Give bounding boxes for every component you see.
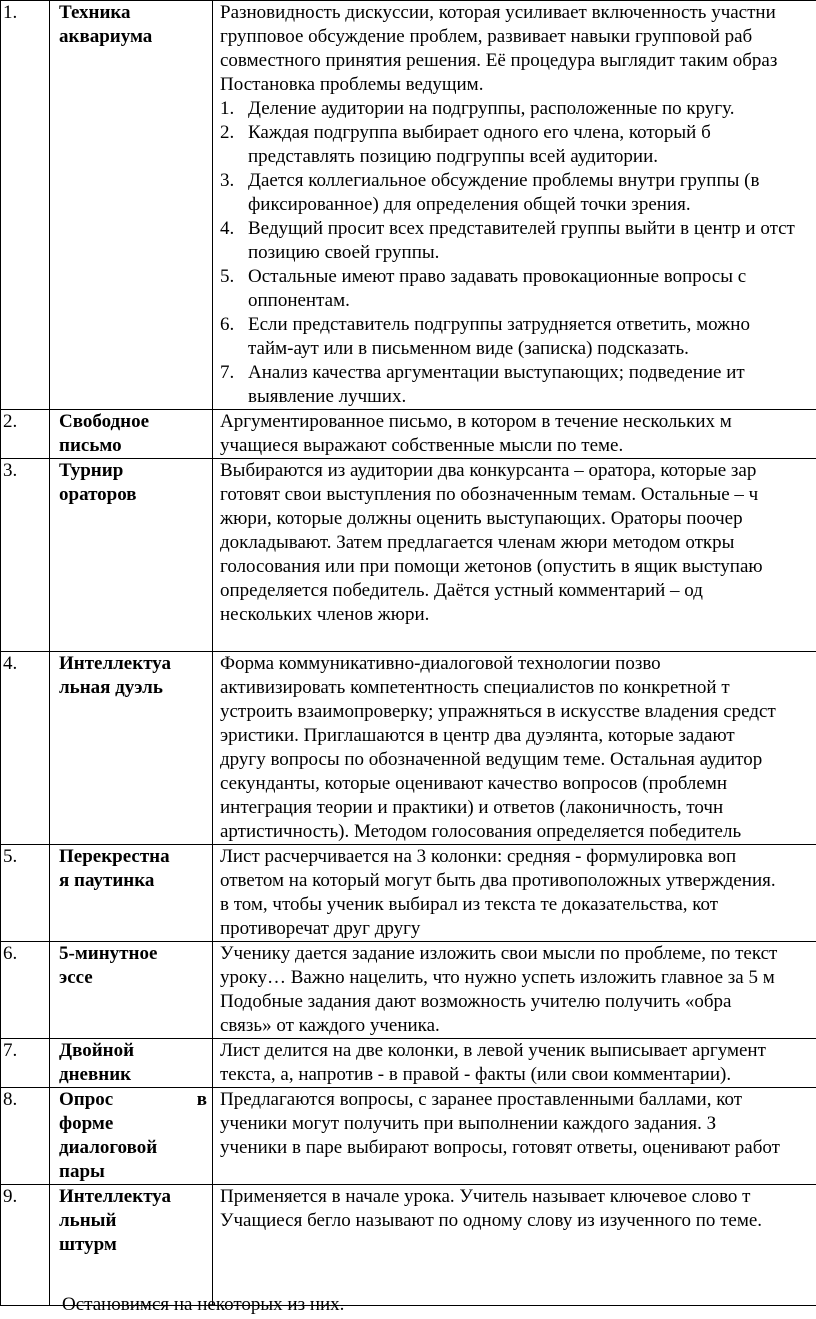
closing-sentence: Остановимся на некоторых из них. — [62, 1294, 345, 1315]
description-line: совместного принятия решения. Её процедура выглядит таким образ — [220, 50, 778, 71]
description-line: Лист расчерчивается на 3 колонки: средняя - формулировка воп — [220, 846, 737, 867]
step-number: 4. — [220, 218, 235, 239]
description-line: артистичность). Методом голосования определяется победитель — [220, 821, 742, 842]
technique-description — [213, 459, 816, 652]
step-text-line: Остальные имеют право задавать провокационные вопросы с — [248, 266, 747, 287]
step-number: 3. — [220, 170, 235, 191]
description-line: связь» от каждого ученика. — [220, 1015, 440, 1036]
description-line: Разновидность дискуссии, которая усиливает включенность участни — [220, 2, 776, 23]
technique-name-line: льная дуэль — [59, 677, 163, 698]
technique-name-line: Двойной — [59, 1040, 135, 1061]
description-line: нескольких членов жюри. — [220, 604, 430, 625]
table-row — [1, 410, 816, 459]
technique-description — [213, 1185, 816, 1306]
row-number: 2. — [1, 410, 50, 459]
description-line: эристики. Приглашаются в центр два дуэлянта, которые задают — [220, 725, 735, 746]
technique-name-line: Турнир — [59, 460, 124, 481]
technique-name — [50, 1088, 213, 1185]
technique-description — [213, 942, 816, 1039]
technique-name — [50, 410, 213, 459]
table-row — [1, 459, 816, 652]
procedure-steps — [220, 97, 816, 409]
description-line: определяется победитель. Даётся устный комментарий – од — [220, 580, 703, 601]
description-line: противоречат друг другу — [220, 918, 421, 939]
row-number: 8. — [1, 1088, 50, 1185]
description-line: групповое обсуждение проблем, развивает навыки групповой раб — [220, 26, 753, 47]
description-line: готовят свои выступления по обозначенным темам. Остальные – ч — [220, 484, 759, 505]
description-line: голосования или при помощи жетонов (опустить в ящик выступаю — [220, 556, 763, 577]
procedure-step — [220, 217, 816, 265]
procedure-step — [220, 361, 816, 409]
step-text-line: Если представитель подгруппы затрудняется ответить, можно — [248, 314, 750, 335]
technique-name-line: Интеллектуа — [59, 653, 172, 674]
description-line: Подобные задания дают возможность учителю получить «обра — [220, 991, 732, 1012]
technique-name-line: 5-минутное — [59, 943, 158, 964]
technique-name-line: я паутинка — [59, 870, 155, 891]
row-number: 7. — [1, 1039, 50, 1088]
technique-description — [213, 1039, 816, 1088]
technique-description — [213, 410, 816, 459]
technique-name — [50, 942, 213, 1039]
technique-name-line: письмо — [59, 435, 122, 456]
technique-name — [50, 1, 213, 410]
procedure-step — [220, 265, 816, 313]
step-text-line: Ведущий просит всех представителей группы выйти в центр и отст — [248, 218, 795, 239]
step-text-line: Дается коллегиальное обсуждение проблемы внутри группы (в — [248, 170, 760, 191]
description-line: докладывают. Затем предлагается членам жюри методом откры — [220, 532, 735, 553]
description-line: учащиеся выражают собственные мысли по теме. — [220, 435, 624, 456]
table-row — [1, 1185, 816, 1306]
description-line: Выбираются из аудитории два конкурсанта – оратора, которые зар — [220, 460, 757, 481]
description-line: Ученику дается задание изложить свои мысли по проблеме, по текст — [220, 943, 778, 964]
technique-name-line: аквариума — [59, 26, 153, 47]
step-number: 6. — [220, 314, 235, 335]
technique-name-line: Опрос в — [59, 1089, 207, 1110]
description-line: Аргументированное письмо, в котором в течение нескольких м — [220, 411, 732, 432]
step-number: 5. — [220, 266, 235, 287]
technique-name-line: ораторов — [59, 484, 137, 505]
technique-name-line: форме — [59, 1113, 114, 1134]
technique-name-line: Перекрестна — [59, 846, 170, 867]
description-line: секунданты, которые оценивают качество вопросов (проблемн — [220, 773, 728, 794]
step-text-line: оппонентам. — [248, 290, 350, 311]
table-row — [1, 1039, 816, 1088]
table-row — [1, 1088, 816, 1185]
row-number: 3. — [1, 459, 50, 652]
technique-name-line: Техника — [59, 2, 131, 23]
technique-description — [213, 845, 816, 942]
description-line: другу вопросы по обозначенной ведущим теме. Остальная аудитор — [220, 749, 763, 770]
table-row — [1, 942, 816, 1039]
step-number: 7. — [220, 362, 235, 383]
row-number: 1. — [1, 1, 50, 410]
description-line: ученики могут получить при выполнении каждого задания. З — [220, 1113, 717, 1134]
description-line: ответом на который могут быть два противоположных утверждения. — [220, 870, 776, 891]
table-row — [1, 845, 816, 942]
technique-name-line: Интеллектуа — [59, 1186, 172, 1207]
technique-name-line: Свободное — [59, 411, 150, 432]
step-text-line: Анализ качества аргументации выступающих; подведение ит — [248, 362, 745, 383]
technique-name — [50, 459, 213, 652]
technique-name-line: дневник — [59, 1064, 132, 1085]
step-text-line: Каждая подгруппа выбирает одного его члена, который б — [248, 122, 711, 143]
procedure-step — [220, 169, 816, 217]
procedure-step — [220, 121, 816, 169]
description-line: жюри, которые должны оценить выступающих. Ораторы поочер — [220, 508, 743, 529]
step-text-line: Деление аудитории на подгруппы, расположенные по кругу. — [248, 98, 735, 119]
description-line: текста, а, напротив - в правой - факты (или свои комментарии). — [220, 1064, 732, 1085]
description-line: интеграция теории и практики) и ответов (лаконичность, точн — [220, 797, 724, 818]
technique-name-line: штурм — [59, 1234, 117, 1255]
description-line: Лист делится на две колонки, в левой ученик выписывает аргумент — [220, 1040, 766, 1061]
step-text-line: тайм-аут или в письменном виде (записка) подсказать. — [248, 338, 689, 359]
technique-name — [50, 1185, 213, 1306]
procedure-step — [220, 97, 816, 121]
description-line: Постановка проблемы ведущим. — [220, 74, 484, 95]
description-line: в том, чтобы ученик выбирал из текста те доказательства, кот — [220, 894, 719, 915]
row-number: 6. — [1, 942, 50, 1039]
description-line: ученики в паре выбирают вопросы, готовят ответы, оценивают работ — [220, 1137, 780, 1158]
row-number: 9. — [1, 1185, 50, 1306]
description-line: уроку… Важно нацелить, что нужно успеть изложить главное за 5 м — [220, 967, 775, 988]
description-line: Предлагаются вопросы, с заранее проставленными баллами, кот — [220, 1089, 743, 1110]
description-line: Учащиеся бегло называют по одному слову из изученного по теме. — [220, 1210, 763, 1231]
step-number: 1. — [220, 98, 235, 119]
table-row — [1, 652, 816, 845]
step-number: 2. — [220, 122, 235, 143]
step-text-line: выявление лучших. — [248, 386, 407, 407]
procedure-step — [220, 313, 816, 361]
technique-name-line: эссе — [59, 967, 93, 988]
technique-name-line: диалоговой — [59, 1137, 158, 1158]
step-text-line: фиксированное) для определения общей точки зрения. — [248, 194, 691, 215]
row-number: 5. — [1, 845, 50, 942]
description-line: Форма коммуникативно-диалоговой технологии позво — [220, 653, 661, 674]
description-line: активизировать компетентность специалистов по конкретной т — [220, 677, 730, 698]
technique-description — [213, 652, 816, 845]
description-line: Применяется в начале урока. Учитель называет ключевое слово т — [220, 1186, 751, 1207]
table-row — [1, 1, 816, 410]
technique-description — [213, 1088, 816, 1185]
technique-name — [50, 652, 213, 845]
step-text-line: позицию своей группы. — [248, 242, 440, 263]
technique-name — [50, 845, 213, 942]
row-number: 4. — [1, 652, 50, 845]
technique-description — [213, 1, 816, 410]
technique-name — [50, 1039, 213, 1088]
technique-name-line: льный — [59, 1210, 117, 1231]
step-text-line: представлять позицию подгруппы всей аудитории. — [248, 146, 659, 167]
technique-name-line: пары — [59, 1161, 105, 1182]
description-line: устроить взаимопроверку; упражняться в искусстве владения средст — [220, 701, 776, 722]
